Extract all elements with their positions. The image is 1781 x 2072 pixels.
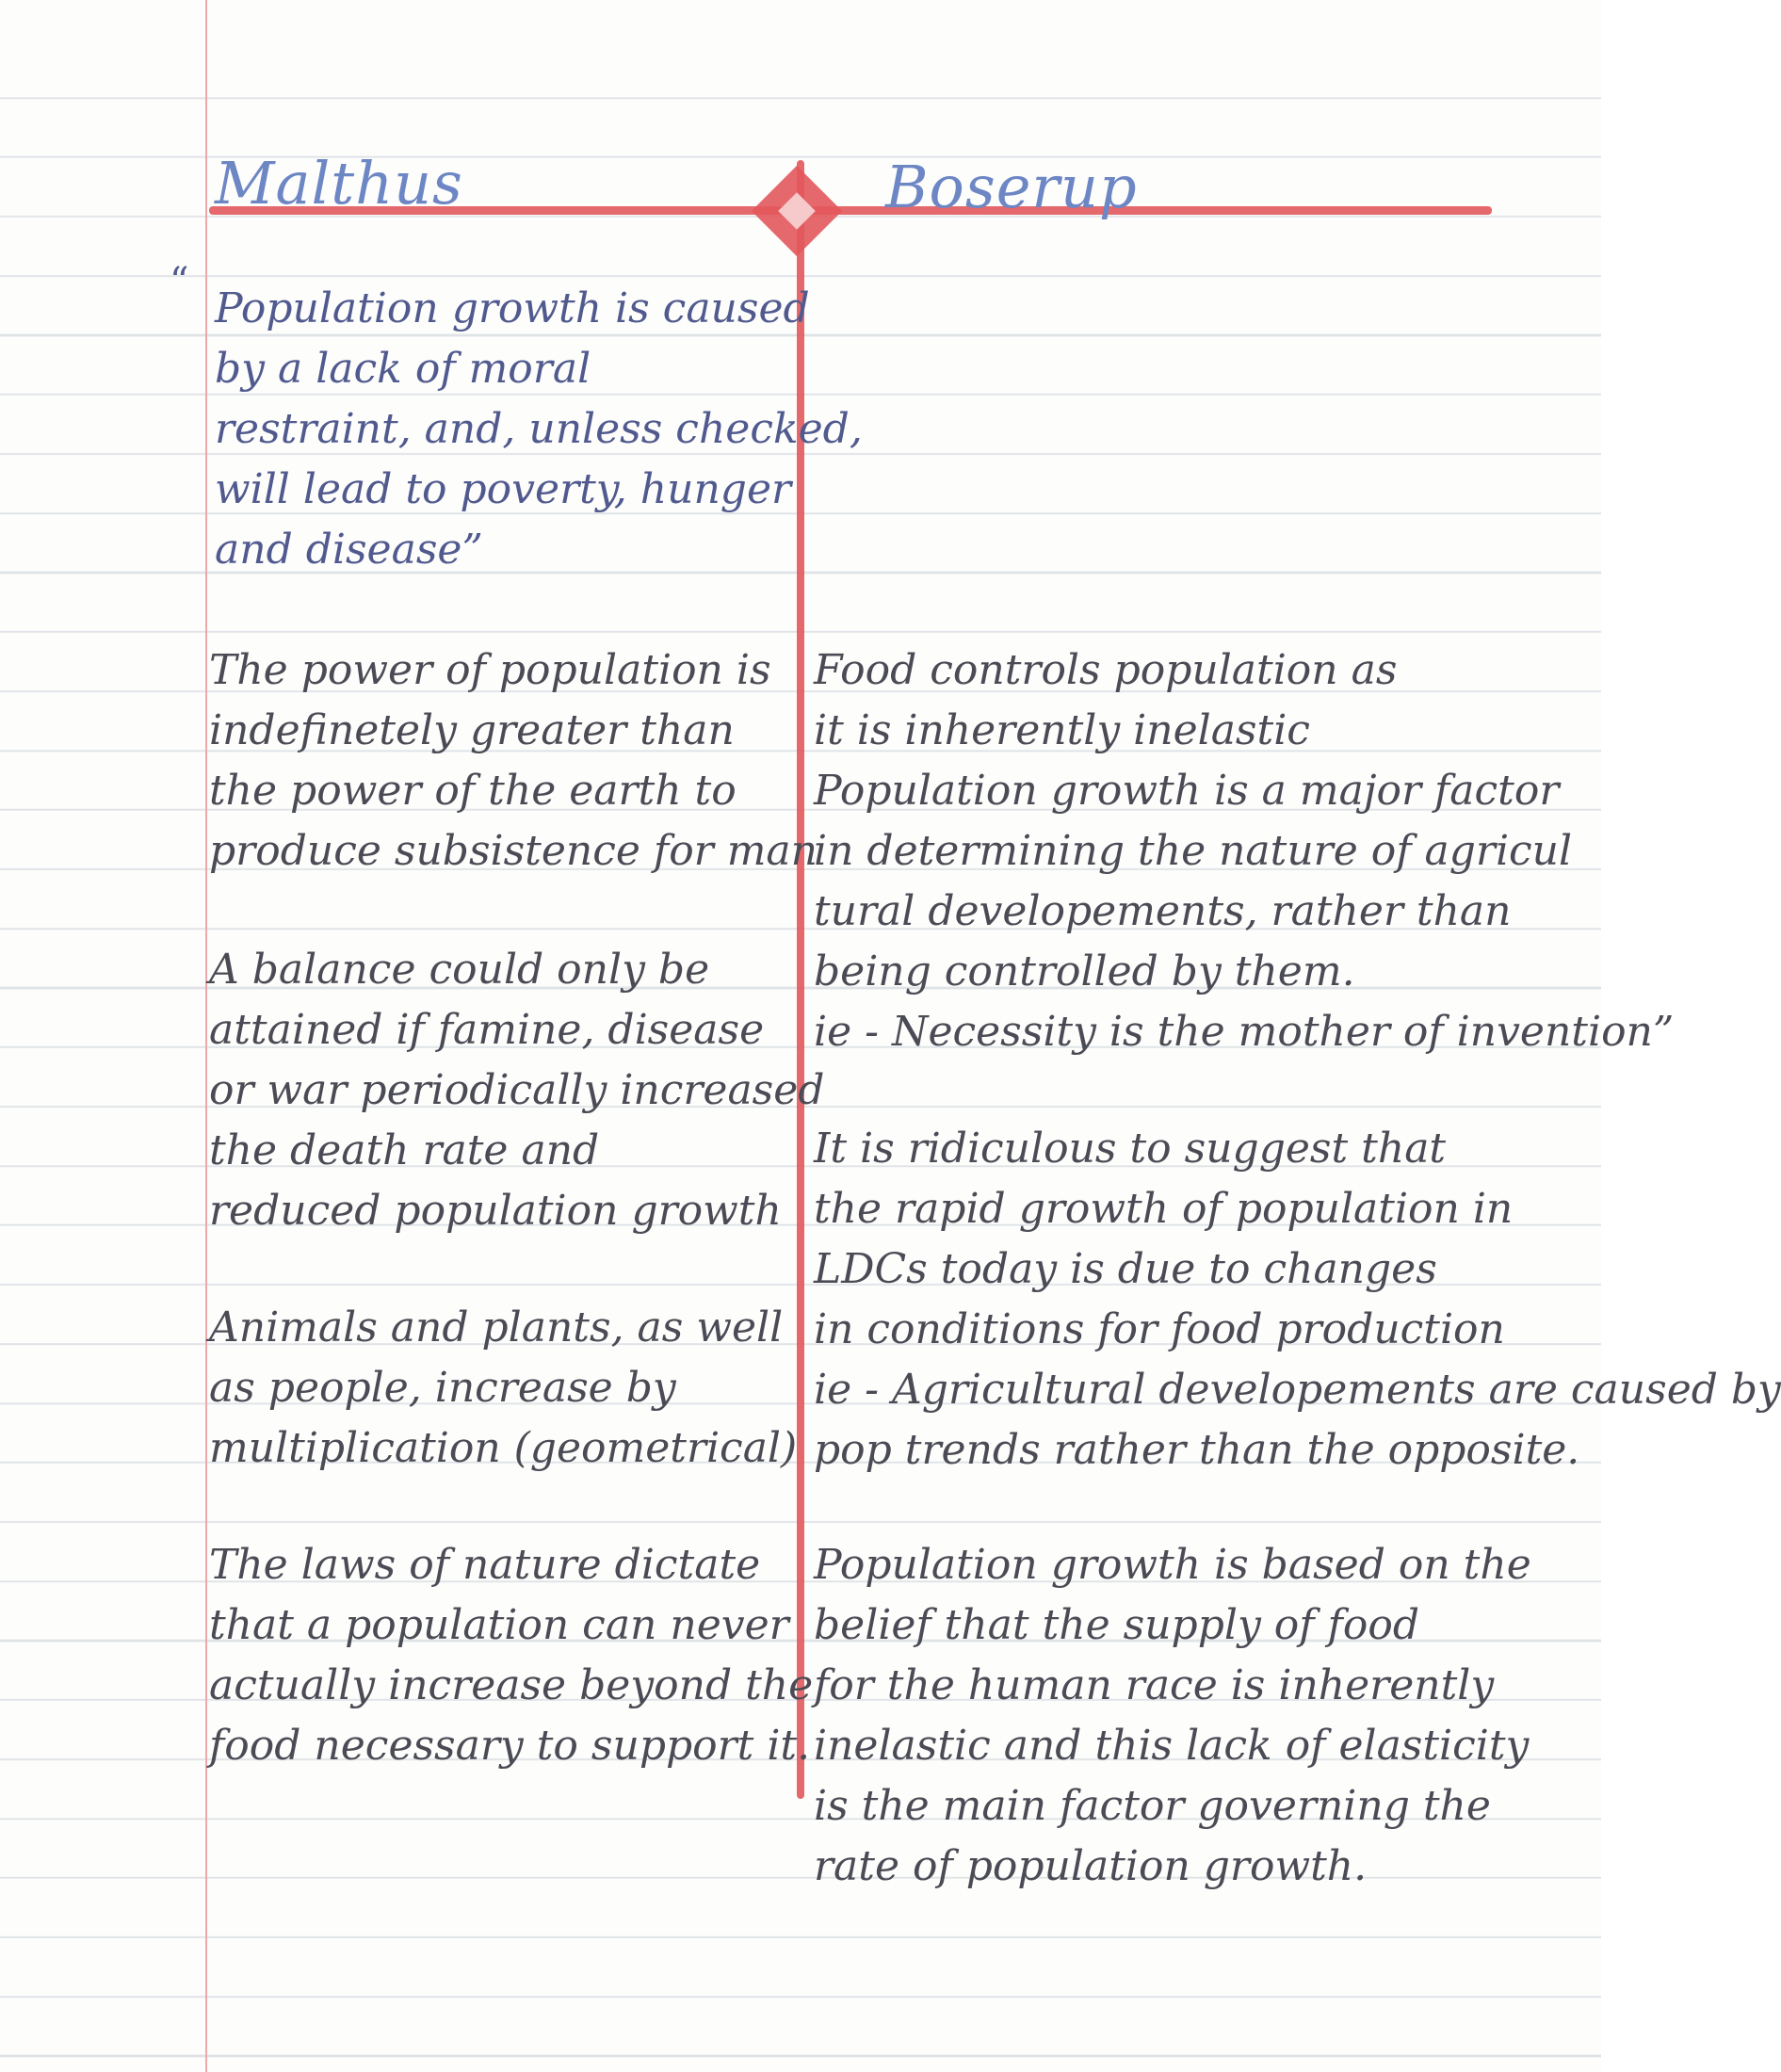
text-line: it is inherently inelastic — [814, 706, 1310, 754]
text-line: A balance could only be — [209, 946, 710, 994]
text-line: indefinetely greater than — [209, 706, 735, 754]
malthus-quote — [215, 279, 863, 580]
text-line: as people, increase by — [209, 1364, 676, 1412]
margin-line — [205, 0, 207, 2072]
text-line: in determining the nature of agricul — [814, 827, 1573, 875]
text-line: for the human race is inherently — [814, 1661, 1495, 1709]
text-line: the power of the earth to — [209, 767, 737, 815]
malthus-point-1 — [209, 640, 818, 882]
malthus-point-4 — [209, 1535, 813, 1776]
text-line: by a lack of moral — [215, 345, 591, 393]
column-title-malthus: Malthus — [215, 149, 463, 218]
text-line: pop trends rather than the opposite. — [814, 1426, 1580, 1474]
text-line: belief that the supply of food — [814, 1601, 1419, 1649]
text-line: the death rate and — [209, 1126, 600, 1174]
text-line: The laws of nature dictate — [209, 1541, 761, 1589]
text-line: restraint, and, unless checked, — [215, 405, 863, 453]
text-line: that a population can never — [209, 1601, 789, 1649]
text-line: actually increase beyond the — [209, 1661, 814, 1709]
text-line: or war periodically increased — [209, 1066, 825, 1114]
text-line: the rapid growth of population in — [814, 1185, 1514, 1233]
text-line: reduced population growth — [209, 1187, 782, 1235]
text-line: tural developements, rather than — [814, 887, 1512, 935]
malthus-point-2 — [209, 940, 824, 1241]
text-line: food necessary to support it. — [209, 1722, 811, 1770]
text-line: Animals and plants, as well — [209, 1303, 784, 1352]
text-line: Food controls population as — [814, 646, 1398, 694]
text-line: attained if famine, disease — [209, 1006, 765, 1054]
text-line: It is ridiculous to suggest that — [814, 1125, 1447, 1173]
text-line: inelastic and this lack of elasticity — [814, 1722, 1530, 1770]
text-line: LDCs today is due to changes — [814, 1245, 1437, 1293]
malthus-point-3 — [209, 1298, 797, 1479]
text-line: The power of population is — [209, 646, 771, 694]
text-line: will lead to poverty, hunger — [215, 465, 792, 513]
open-quote-mark: “ — [170, 260, 189, 303]
text-line: multiplication (geometrical) — [209, 1424, 798, 1472]
text-line: in conditions for food production — [814, 1305, 1505, 1353]
text-line: rate of population growth. — [814, 1842, 1368, 1890]
boserup-point-3 — [814, 1535, 1531, 1897]
column-title-boserup: Boserup — [885, 153, 1138, 221]
boserup-point-1 — [814, 640, 1674, 1062]
text-line: produce subsistence for man — [209, 827, 818, 875]
text-line: being controlled by them. — [814, 947, 1355, 996]
text-line: is the main factor governing the — [814, 1782, 1491, 1830]
text-line: Population growth is caused — [215, 284, 810, 332]
text-line: ie - Agricultural developements are caused by — [814, 1366, 1781, 1414]
text-line: Population growth is based on the — [814, 1541, 1531, 1589]
text-line: Population growth is a major factor — [814, 767, 1560, 815]
text-line: and disease” — [215, 526, 483, 574]
text-line: ie - Necessity is the mother of invention” — [814, 1008, 1675, 1056]
boserup-point-2 — [814, 1119, 1781, 1481]
